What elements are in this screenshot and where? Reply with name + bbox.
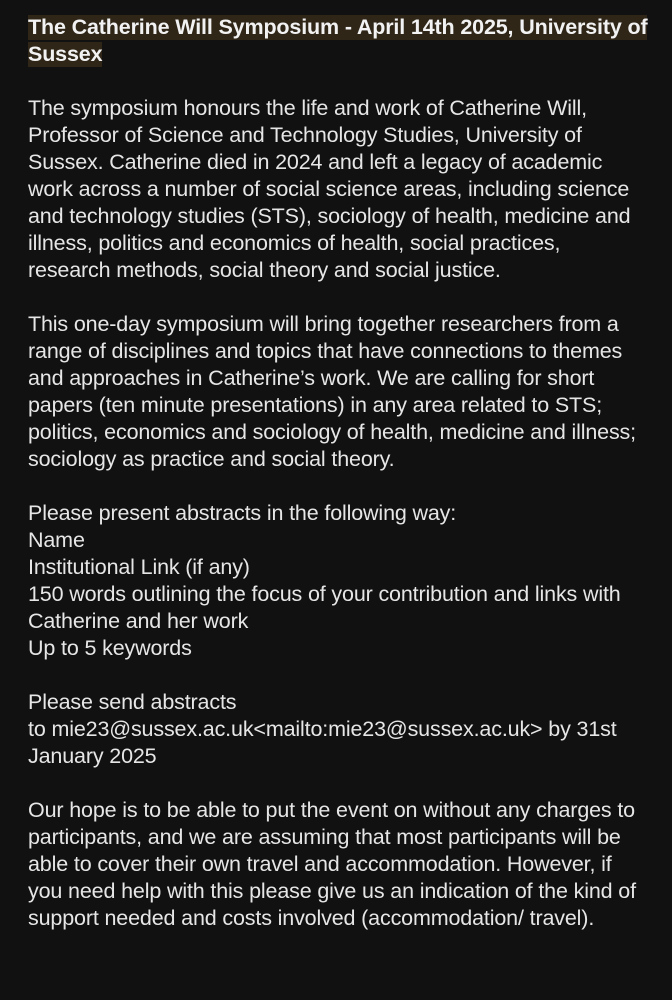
abstract-item-words: 150 words outlining the focus of your contribution and links with Catherine and her work <box>28 582 627 633</box>
page-title: The Catherine Will Symposium - April 14th 2025, University of Sussex <box>28 15 648 66</box>
abstract-item-institution: Institutional Link (if any) <box>28 555 250 579</box>
abstract-format-intro: Please present abstracts in the following way: <box>28 501 457 525</box>
title-block <box>26 14 648 68</box>
call-for-papers-paragraph: This one-day symposium will bring together researchers from a range of disciplines and topics that have connections to themes and approaches in Catherine’s work. We are calling for short papers (ten minute presentations) in any area related to STS; politics, economics and sociology of health, medicine and illness; sociology as practice and social theory. <box>28 312 636 471</box>
abstract-format-section <box>28 500 648 662</box>
spacer <box>28 473 654 500</box>
submission-email-deadline: to mie23@sussex.ac.uk<mailto:mie23@sussex.ac.uk> by 31st January 2025 <box>28 717 623 768</box>
spacer <box>28 770 654 797</box>
abstract-item-name: Name <box>28 528 85 552</box>
submission-line-1: Please send abstracts <box>28 690 237 714</box>
funding-paragraph: Our hope is to be able to put the event on without any charges to participants, and we are assuming that most participants will be able to cover their own travel and accommodation. However, if you need help with this please give us an indication of the kind of support needed and costs involved (accommodation/ travel). <box>28 798 636 930</box>
intro-paragraph: The symposium honours the life and work of Catherine Will, Professor of Science and Technology Studies, University of Sussex. Catherine died in 2024 and left a legacy of academic work across a number of social science areas, including science and technology studies (STS), sociology of health, medicine and illness, politics and economics of health, social practices, research methods, social theory and social justice. <box>28 96 631 282</box>
spacer <box>28 68 654 95</box>
spacer <box>28 662 654 689</box>
submission-section <box>28 689 648 770</box>
abstract-item-keywords: Up to 5 keywords <box>28 636 192 660</box>
spacer <box>28 284 654 311</box>
